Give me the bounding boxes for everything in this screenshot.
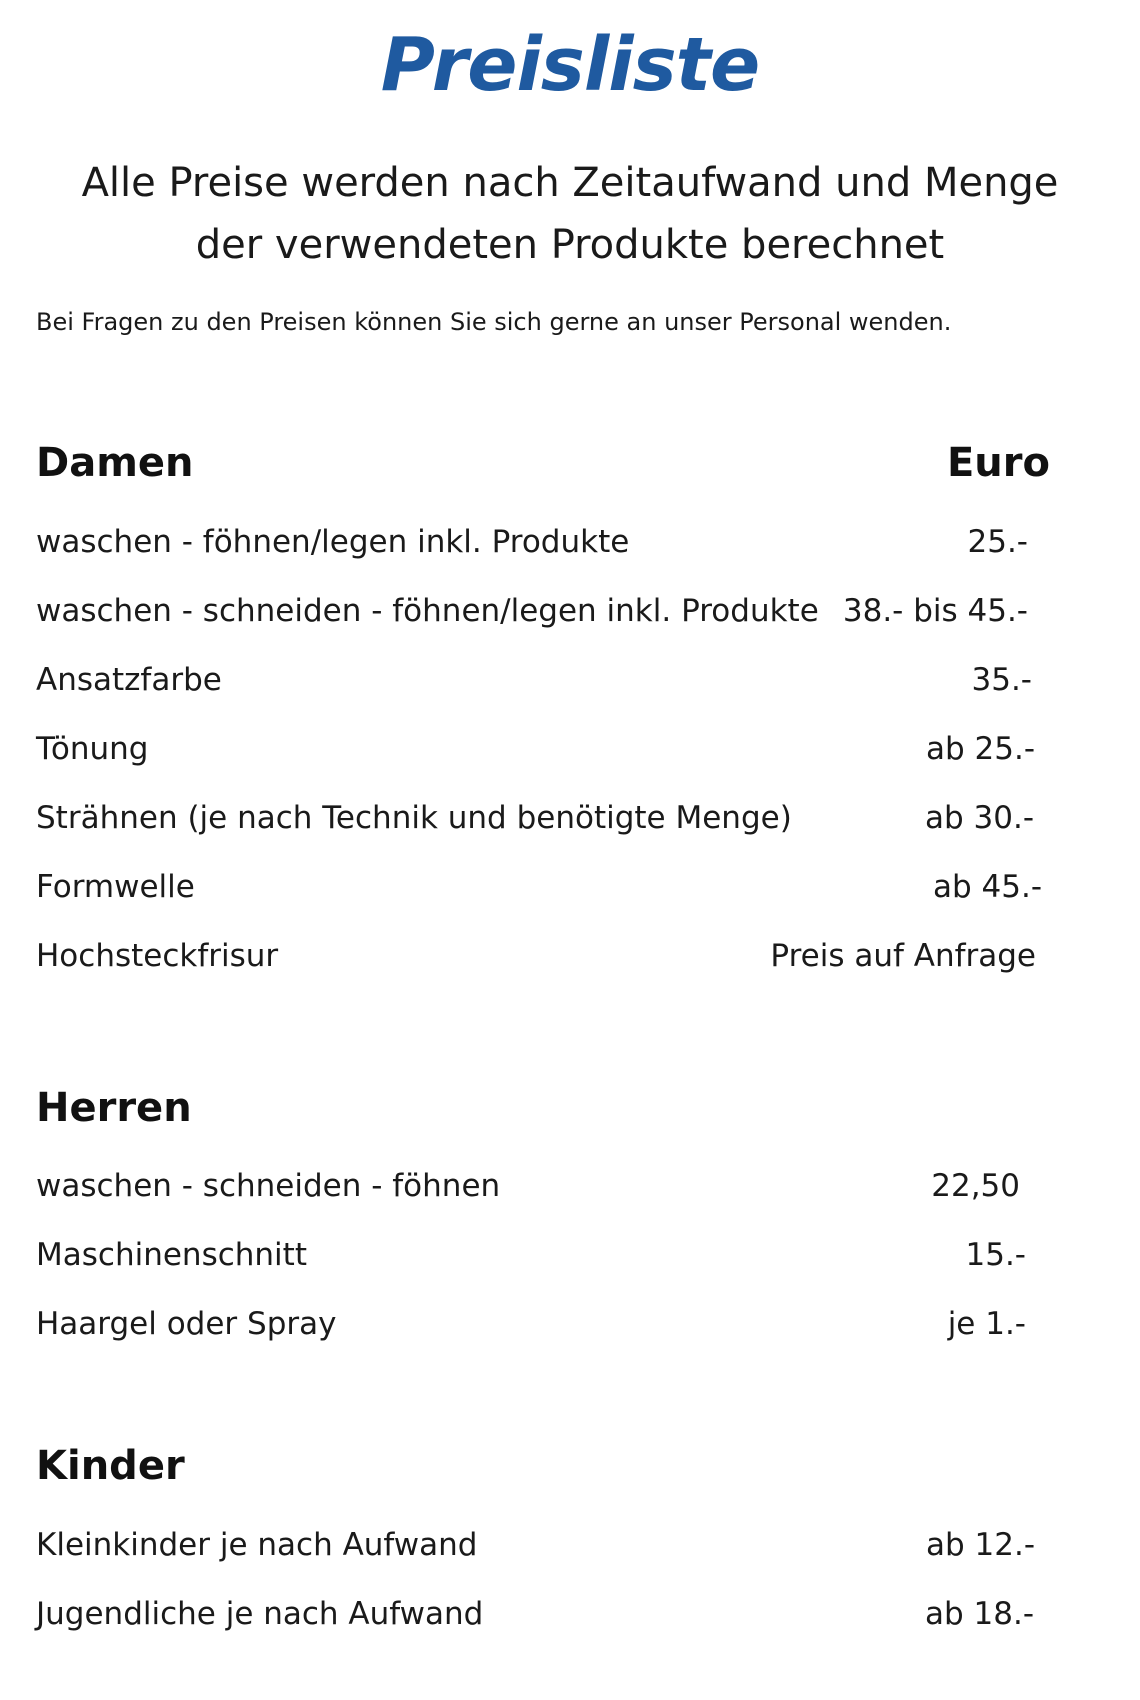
page-title: Preisliste	[380, 22, 760, 108]
section-heading-herren: Herren	[36, 1085, 192, 1131]
price-row	[36, 731, 1080, 775]
info-note: Bei Fragen zu den Preisen können Sie sich gerne an unser Personal wenden.	[36, 308, 952, 336]
price-row	[36, 1306, 1080, 1350]
subtitle-line-1: Alle Preise werden nach Zeitaufwand und Menge	[81, 160, 1059, 206]
price-row	[36, 1596, 1080, 1640]
service-label: waschen - schneiden - föhnen/legen inkl. Produkte	[36, 593, 819, 629]
service-price: 15.-	[965, 1237, 1026, 1273]
service-price: 35.-	[971, 662, 1032, 698]
price-row	[36, 1237, 1080, 1281]
service-price: Preis auf Anfrage	[770, 938, 1036, 974]
service-price: ab 25.-	[925, 731, 1035, 767]
price-row	[36, 662, 1080, 706]
service-label: Formwelle	[36, 869, 195, 905]
price-row	[36, 938, 1080, 982]
subtitle-line-2: der verwendeten Produkte berechnet	[195, 222, 945, 268]
service-label: waschen - schneiden - föhnen	[36, 1168, 501, 1204]
service-price: je 1.-	[947, 1306, 1026, 1342]
service-price: ab 18.-	[924, 1596, 1034, 1632]
price-row	[36, 869, 1080, 913]
price-row	[36, 800, 1080, 844]
section-heading-kinder: Kinder	[36, 1443, 185, 1489]
service-label: waschen - föhnen/legen inkl. Produkte	[36, 524, 630, 560]
price-row	[36, 524, 1080, 568]
service-price: 25.-	[967, 524, 1028, 560]
service-price: 22,50	[931, 1168, 1020, 1204]
service-label: Tönung	[36, 731, 149, 767]
price-row	[36, 1527, 1080, 1571]
price-row	[36, 593, 1080, 637]
service-price: ab 12.-	[925, 1527, 1035, 1563]
service-label: Haargel oder Spray	[36, 1306, 337, 1342]
service-price: ab 45.-	[932, 869, 1042, 905]
service-label: Ansatzfarbe	[36, 662, 222, 698]
price-row	[36, 1168, 1080, 1212]
service-label: Maschinenschnitt	[36, 1237, 307, 1273]
service-label: Kleinkinder je nach Aufwand	[36, 1527, 478, 1563]
service-label: Hochsteckfrisur	[36, 938, 279, 974]
section-heading-damen: Damen	[36, 440, 194, 486]
service-label: Jugendliche je nach Aufwand	[36, 1596, 484, 1632]
currency-heading: Euro	[946, 440, 1050, 486]
service-price: 38.- bis 45.-	[842, 593, 1028, 629]
service-label: Strähnen (je nach Technik und benötigte Menge)	[36, 800, 792, 836]
service-price: ab 30.-	[924, 800, 1034, 836]
